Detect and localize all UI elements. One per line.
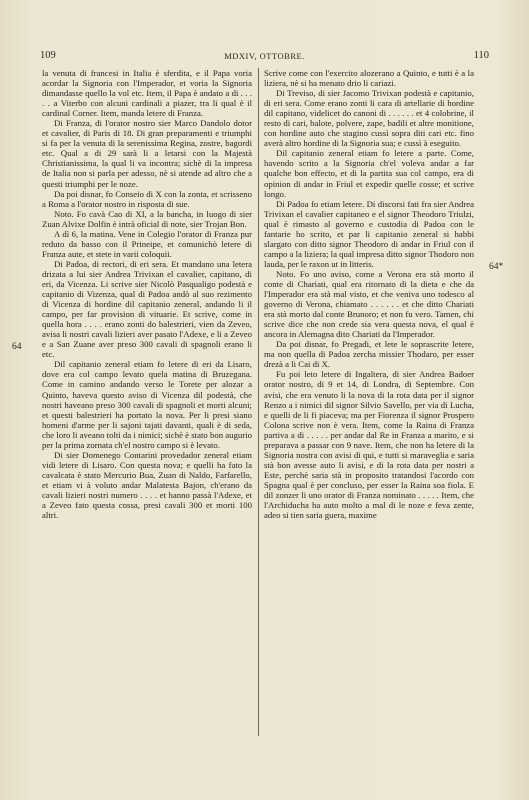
paragraph: Di Padoa fo etiam letere. Di discorsi fati fra sier Andrea Trivixan el cavalier capitaneo e el signor Theodoro Triulzi, qual è rimasto al governo e custodia di Padoa con le fantarie ho scrito, et par li capitanio zeneral si habbi slargato con ditto signor Theodoro di andar in Friul con il campo a la liziera; la qual impresa ditto signor Thodoro non lauda, per le raxon ut in litteris. bbox=[264, 198, 474, 269]
page-number-left: 109 bbox=[40, 50, 56, 61]
margin-number-right: 64* bbox=[489, 262, 504, 272]
right-column bbox=[264, 68, 474, 520]
page-number-right: 110 bbox=[473, 50, 489, 61]
running-title: MDXIV, OTTOBRE. bbox=[224, 51, 305, 61]
column-divider bbox=[258, 68, 259, 736]
paragraph: Scrive come con l'exercito alozerano a Quinto, e tutti è a la liziera, nè si ha menato drio li cariazi. bbox=[264, 68, 474, 89]
paragraph: la venuta di francesi in Italia è sferdita, e il Papa voria acordar la Signoria con l'Imperador, et voria la Signoria dimandasse quello la vol etc. Item, il Papa è andato a di . . . . . a Viterbo con alcuni cardinali a piazer, tra li qual è il cardinal Corner. Item, manda letere di Franza. bbox=[42, 68, 252, 119]
paragraph: Noto. Fo uno aviso, come a Verona era stà morto il conte di Chariati, qual era ritornato di la dieta e che da l'Imperador era stà mal visto, et che veniva uno todesco al governo di Verona, chiamato . . . . . . et che ditto Chariati era stà morto dal conte Brunoro; et non fu vero. Tamen, chi scrive dice che non crede sia vera questa nova, el qual è ancora in Alemagna dito Chariati da l'Imperador. bbox=[264, 268, 474, 340]
running-header bbox=[40, 50, 489, 64]
paragraph: Dil capitanio zeneral etiam fo letere a parte. Come, havendo scrito a la Signoria ch'el voleva andar a far qualche bon effecto, et di la partita sua col campo, era di opinion di andar in Friul et expedir quelle cosse; et scrive longo. bbox=[264, 148, 474, 199]
paragraph: Di Treviso, di sier Jacomo Trivixan podestà e capitanio, di eri sera. Come erano zonti li cara di artellarie di hordine dil capitano, videlicet do canoni di . . . . . . et 4 colobrine, il resto di cari, balote, polvere, zape, badili et altre monitione, con hordine auto che stagino cussì sopra diti cari etc. fino averà altro hordine di la Signoria sua; e cussì à eseguito. bbox=[264, 88, 474, 149]
paragraph: Dil capitanio zeneral etiam fo letere di eri da Lisaro, dove era col campo levato quela matina di Bruzegana. Come in camino andando verso le Torete per alozar a Quinto, haveva questo aviso di Vicenza dil podestà, che nostri haveano preso 300 cavali di spagnoli et morti alcuni; et questi balestrieri ha portato la nova. Per li presi siano homeni d'arme per li sajoni tajati davanti, quali è di seda, che loro li aveano tolti da i nimici; sichè è stato bon augurio per la prima zornata ch'el nostro campo si è levato. bbox=[42, 359, 252, 450]
paragraph: Fu poi leto letere di Ingaltera, di sier Andrea Badoer orator nostro, di 9 et 14, di Londra, di Septembre. Con avisi, che era venuto li la nova di la rota data per il signor Renzo a i nimici dil signor Silvio Savello, per via di Lucha, e quelli de li fi piaceva; ma per Fiorenza il signor Prospero Colona scrive non è vera. Item, come la Raina di Franza partiva a di . . . . . per andar dal Re in Franza a marito, e si preparava a passar con 9 nave. Item, che non ha letere di la Signoria nostra con avisi di qui, e tutti si maraveglia e saria stà bon avesse auto li avisi, e di la rota data per nostri a Este, perchè saria stà in proposito tratandosi l'acordo con Spagna qual è per concluso, per esser la Raina soa fiola. E dil zonzer li uno orator di Franza nominato . . . . . Item, che l'Archiducha ha auto molto a mal di le noze e feva zente, adeo si tien saria guera, maxime bbox=[264, 369, 474, 521]
paragraph: Noto. Fo cavà Cao di XI, a la bancha, in luogo di sier Zuan Alvixe Dolfin è intrà oficial di note, sier Trojan Bon. bbox=[42, 208, 252, 229]
margin-number-left: 64 bbox=[12, 342, 22, 352]
paragraph: Di Franza, di l'orator nostro sier Marco Dandolo dotor et cavalier, di Paris di 18. Di gran preparamenti e triumphi si fa per la venuta di la serenissima Regina, zostre, bagordi etc. Qual a di 29 sarà li a letarsi con la Majestà Christianissima, la qual li va incontra; sichè di la impresa de Italia non si parla per adesso, nè si atende ad altro che a questi triumphi per le noze. bbox=[42, 118, 252, 189]
paragraph: Da poi disnar, fo Pregadi, et lete le soprascrite letere, ma non quella di Padoa zercha missier Thodaro, per esser drezà a li Cai di X. bbox=[264, 339, 474, 370]
paragraph: Da poi disnar, fo Conseio di X con la zonta, et scrisseno a Roma a l'orator nostro in risposta di sue. bbox=[42, 188, 252, 209]
left-column bbox=[42, 68, 252, 520]
paragraph: Di sier Domenego Contarini provedador zeneral etiam vidi letere di Lisaro. Con questa nova; e quelli ha fato la cavalcata è stato Mercurio Bua, Zuan di Naldo, Farfarello, et etiam vi à voluto andar Malatesta Bajon, ch'erano da cavali lizieri nostri numero . . . . et hanno passà l'Adexe, et a Zeveo fato questa cossa, presi cavali 300 et morti 100 altri. bbox=[42, 449, 252, 521]
paragraph: A dì 6, la matina. Vene in Colegio l'orator di Franza pur reduto da basso con il Prineipe, et comunichò letere di Franza aute, et stete in varii coloquii. bbox=[42, 228, 252, 259]
paragraph: Di Padoa, di rectori, di eri sera. Et mandano una letera drizata a lui sier Andrea Trivixan el cavalier, capitano, di eri, da Vicenza. Li scrive sier Nicolò Pasqualigo podestà e capitanio di Vizenza, qual di Padoa andò al suo rezimento di Vicenza di hordine dil capitanio zeneral, andando li il campo, per far provision di vituarie. Et scrive, come in quella hora . . . . erano zonti do balestrieri, vien da Zeveo, avisa li nostri cavali lizieri aver pasato l'Adexe, e li a Zeveo e a San Zuane aver preso 300 cavali di spagnoli erano li etc. bbox=[42, 258, 252, 360]
